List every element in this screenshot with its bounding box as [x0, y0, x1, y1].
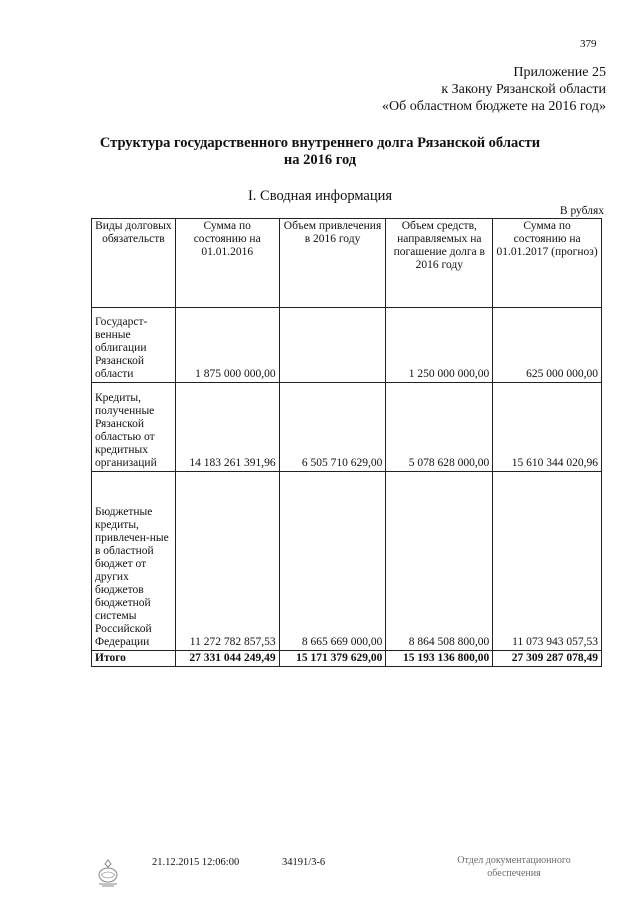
footer-department-line-2: обеспечения	[487, 868, 541, 879]
cell-balance-2017: 11 073 943 057,53	[493, 472, 602, 651]
table-row	[92, 308, 602, 383]
row-name: Бюджетные кредиты, привлечен-ные в областной бюджет от других бюджетов бюджетной системы Российской Федерации	[92, 472, 176, 651]
header-balance-2017: Сумма по состоянию на 01.01.2017 (прогноз)	[493, 219, 602, 308]
section-heading: I. Сводная информация	[247, 188, 393, 204]
appendix-line-2: к Закону Рязанской области	[441, 82, 606, 97]
row-name: Кредиты, полученные Рязанской областью от кредитных организаций	[92, 383, 176, 472]
total-balance-2016: 27 331 044 249,49	[175, 651, 279, 667]
header-repayment-2016: Объем средств, направляемых на погашение долга в 2016 году	[386, 219, 493, 308]
debt-structure-table	[91, 218, 602, 667]
total-balance-2017: 27 309 287 078,49	[493, 651, 602, 667]
row-name: Государст-венные облигации Рязанской области	[92, 308, 176, 383]
total-borrowing: 15 171 379 629,00	[279, 651, 386, 667]
cell-borrowing: 6 505 710 629,00	[279, 383, 386, 472]
cell-repayment: 8 864 508 800,00	[386, 472, 493, 651]
footer-department	[430, 854, 598, 880]
header-borrowing-2016: Объем привлечения в 2016 году	[279, 219, 386, 308]
cell-repayment: 1 250 000 000,00	[386, 308, 493, 383]
total-label: Итого	[92, 651, 176, 667]
cell-borrowing	[279, 308, 386, 383]
page-number: 379	[580, 38, 597, 50]
table-total-row	[92, 651, 602, 667]
document-title-line-2: на 2016 год	[283, 152, 357, 168]
footer-timestamp: 21.12.2015 12:06:00	[152, 857, 240, 868]
total-repayment: 15 193 136 800,00	[386, 651, 493, 667]
emblem-icon	[95, 858, 121, 888]
table-header-row	[92, 219, 602, 308]
cell-balance-2017: 15 610 344 020,96	[493, 383, 602, 472]
appendix-line-1: Приложение 25	[513, 65, 606, 80]
header-balance-2016: Сумма по состоянию на 01.01.2016	[175, 219, 279, 308]
cell-balance-2017: 625 000 000,00	[493, 308, 602, 383]
appendix-line-3: «Об областном бюджете на 2016 год»	[382, 99, 606, 114]
cell-balance-2016: 14 183 261 391,96	[175, 383, 279, 472]
unit-label: В рублях	[559, 205, 604, 217]
table-row	[92, 383, 602, 472]
footer-department-line-1: Отдел документационного	[457, 855, 571, 866]
document-title-line-1: Структура государственного внутреннего долга Рязанской области	[99, 135, 541, 151]
footer-document-code: 34191/3-6	[282, 857, 326, 868]
cell-repayment: 5 078 628 000,00	[386, 383, 493, 472]
table-row	[92, 472, 602, 651]
cell-balance-2016: 1 875 000 000,00	[175, 308, 279, 383]
cell-borrowing: 8 665 669 000,00	[279, 472, 386, 651]
cell-balance-2016: 11 272 782 857,53	[175, 472, 279, 651]
header-debt-type: Виды долговых обязательств	[92, 219, 176, 308]
